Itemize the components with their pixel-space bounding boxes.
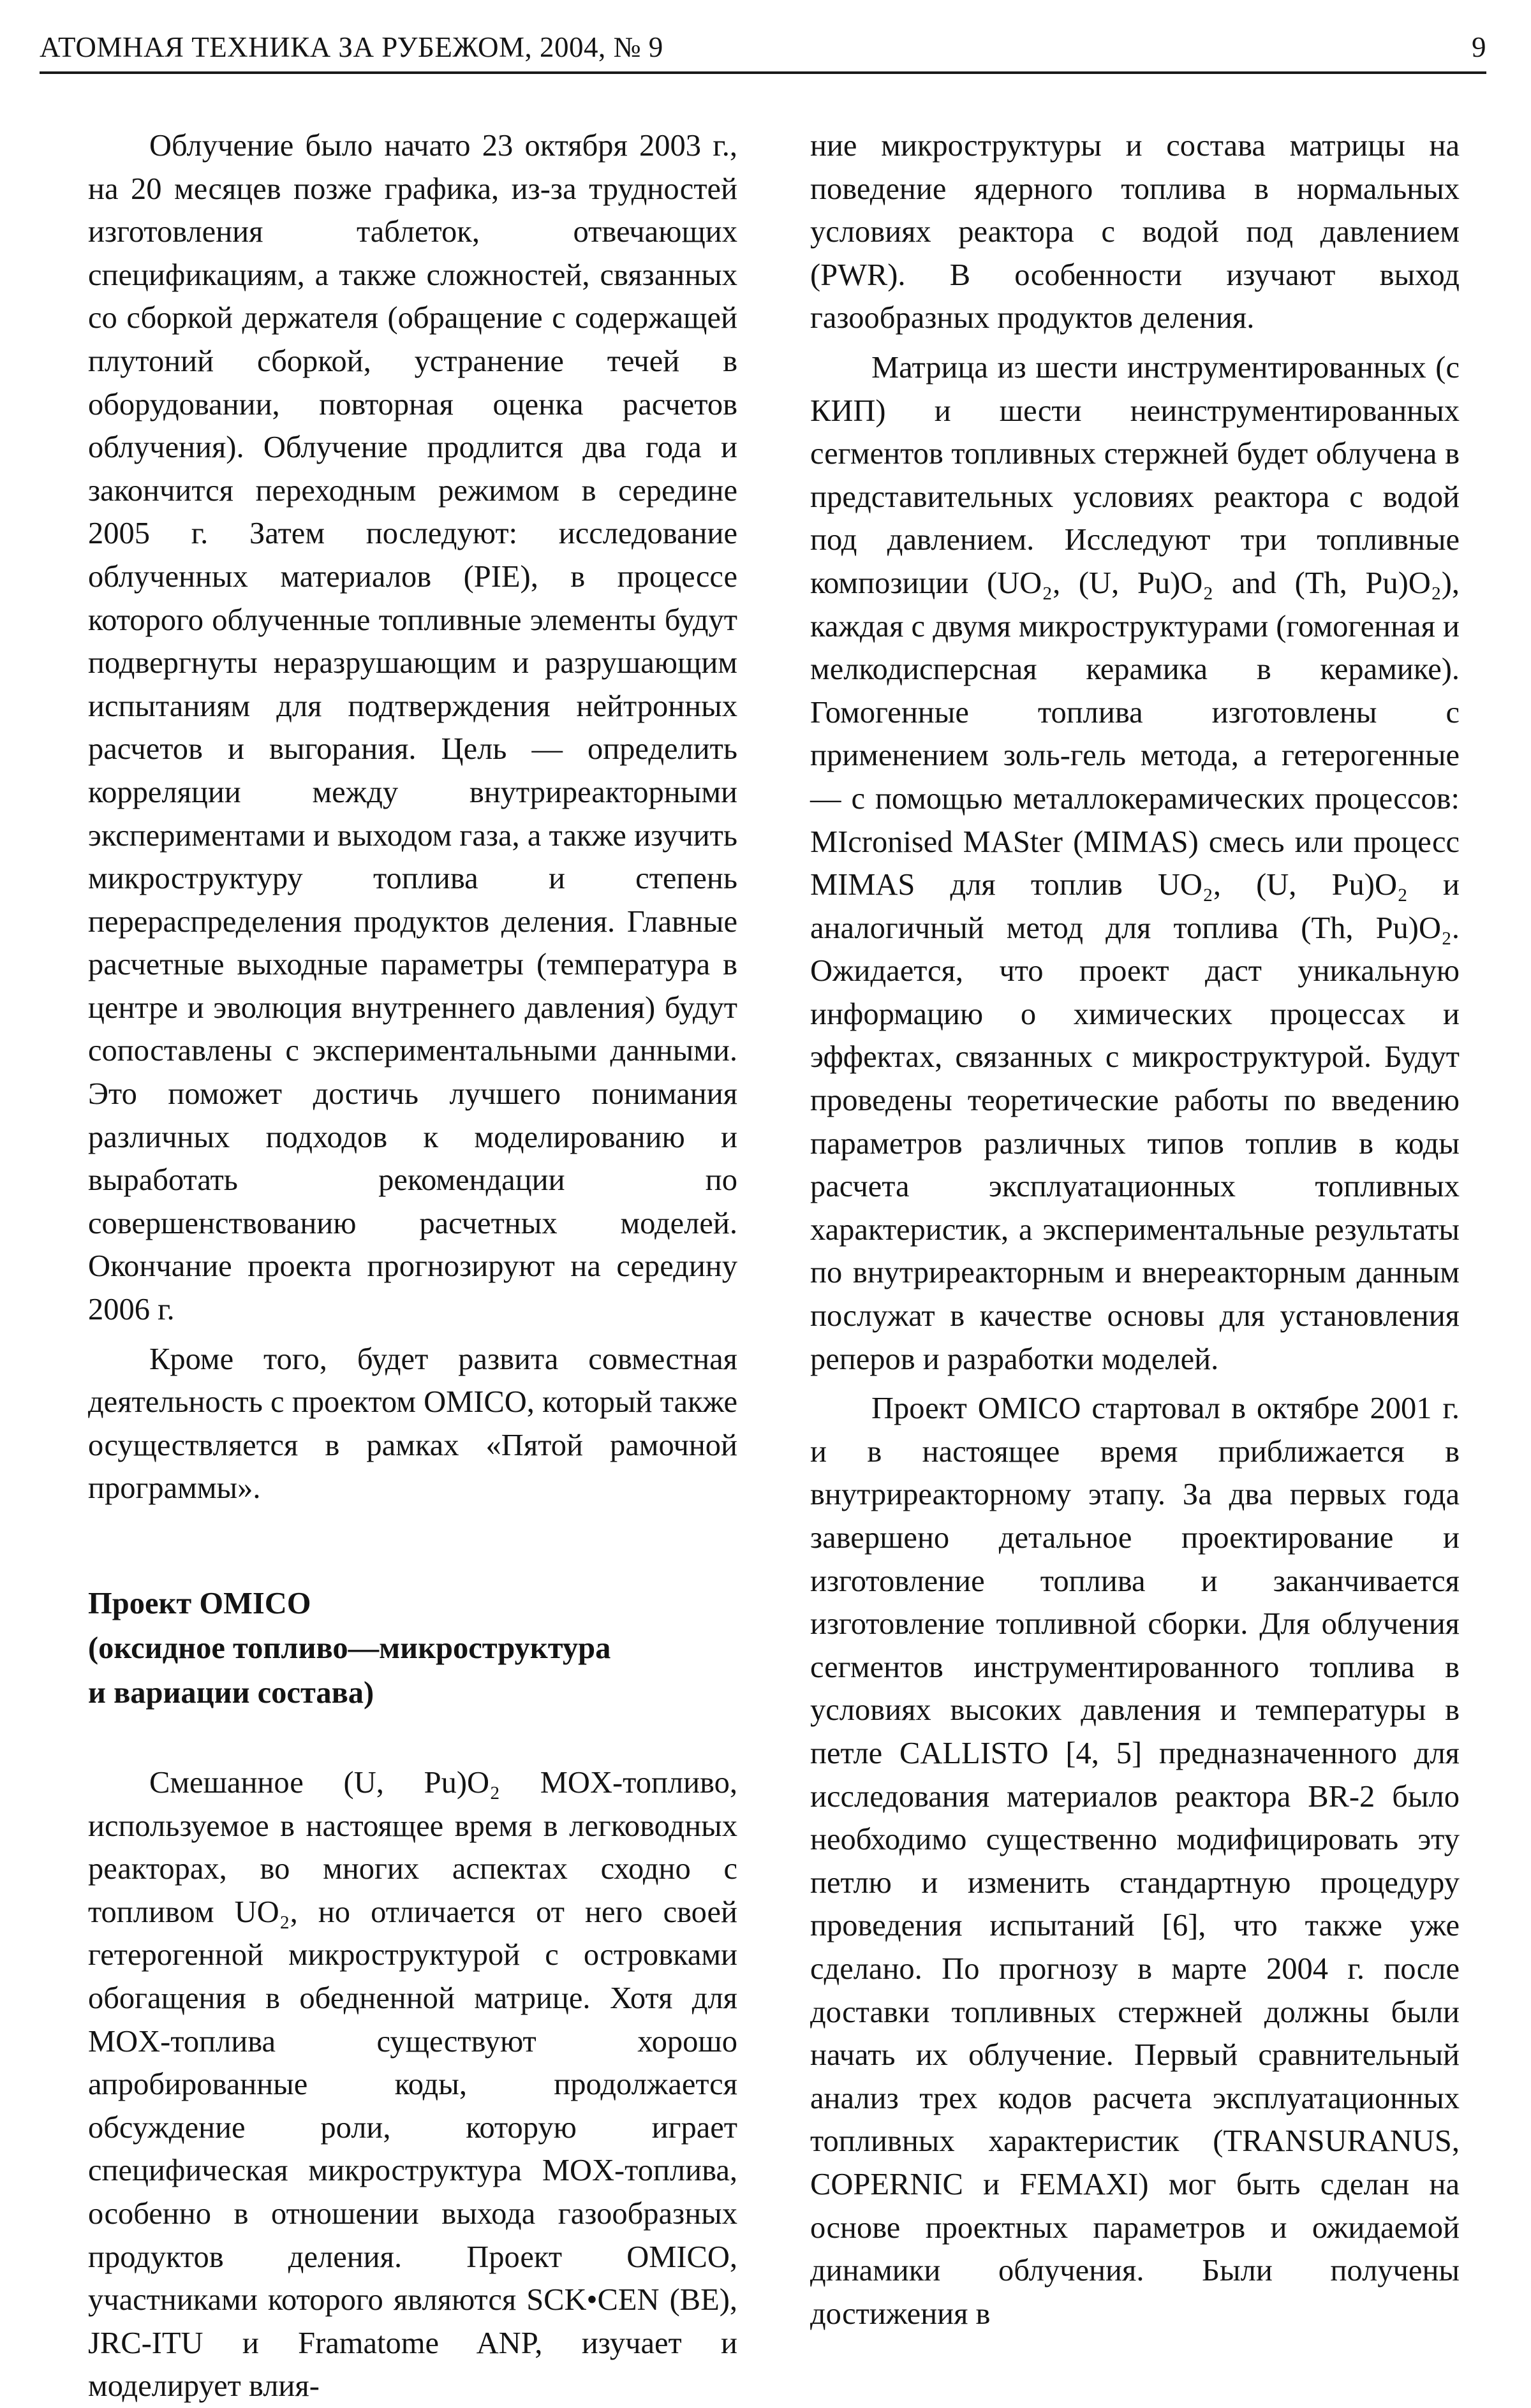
page-number: 9: [1472, 31, 1486, 63]
running-header: [40, 24, 1486, 70]
paragraph-omico-cooperation: Кроме того, будет развита совместная деятельность с проектом OMICO, который также осуществляется в рамках «Пятой рамочной программы».: [88, 1342, 737, 1506]
heading-line-2: (оксидное топливо—микроструктура: [88, 1631, 611, 1665]
journal-title: АТОМНАЯ ТЕХНИКА ЗА РУБЕЖОМ, 2004, № 9: [40, 31, 663, 63]
right-column: [810, 124, 1460, 2335]
section-heading-omico: [88, 1582, 737, 1715]
heading-line-3: и вариации состава): [88, 1676, 374, 1710]
paragraph-fuel-matrix: Матрица из шести инструментированных (с КИП) и шести неинструментированных сегментов топливных стержней будет облучена в представительных условиях реактора с водой под давлением. Исследуют три топливные композиции (UO₂, (U, Pu)O₂ and (Th, Pu)O₂), каждая с двумя микроструктурами (гомогенная и мелкодисперсная керамика в керамике). Гомогенные топлива изготовлены с применением золь-гель метода, а гетерогенные — с помощью металлокерамических процессов: MIcronised MASter (MIMAS) смесь или процесс MIMAS для топлив UO₂, (U, Pu)O₂ и аналогичный метод для топлива (Th, Pu)O₂. Ожидается, что проект даст уникальную информацию о химических процессах и эффектах, связанных с микроструктурой. Будут проведены теоретические работы по введению параметров различных типов топлив в коды расчета эксплуатационных топливных характеристик, а экспериментальные результаты по внутриреакторным и внереакторным данным послужат в качестве основы для установления реперов и разработки моделей.: [810, 350, 1460, 1376]
header-rule: [40, 71, 1486, 74]
paragraph-mox-fuel: Смешанное (U, Pu)O₂ MOX-топливо, используемое в настоящее время в легководных реакторах, во многих аспектах сходно с топливом UO₂, но отличается от него своей гетерогенной микроструктурой с островками обогащения в обедненной матрице. Хотя для MOX-топлива существуют хорошо апробированные коды, продолжается обсуждение роли, которую играет специфическая микроструктура MOX-топлива, особенно в отношении выхода газообразных продуктов деления. Проект OMICO, участниками которого являются SCK•CEN (BE), JRC-ITU и Framatome ANP, изучает и моделирует влия-: [88, 1766, 737, 2404]
paragraph-omico-status: Проект OMICO стартовал в октябре 2001 г. и в настоящее время приближается в внутриреакторному этапу. За два первых года завершено детальное проектирование и изготовление топлива и заканчивается изготовление топливной сборки. Для облучения сегментов инструментированного топлива в условиях высоких давления и температуры в петле CALLISTO [4, 5] предназначенного для исследования материалов реактора BR-2 было необходимо существенно модифицировать эту петлю и изменить стандартную процедуру проведения испытаний [6], что также уже сделано. По прогнозу в марте 2004 г. после доставки топливных стержней должны были начать их облучение. Первый сравнительный анализ трех кодов расчета эксплуатационных топливных характеристик (TRANSURANUS, COPERNIC и FEMAXI) мог быть сделан на основе проектных параметров и ожидаемой динамики облучения. Были получены достижения в: [810, 1391, 1460, 2331]
paragraph-continued: ние микроструктуры и состава матрицы на поведение ядерного топлива в нормальных условиях реактора с водой под давлением (PWR). В особенности изучают выход газообразных продуктов деления.: [810, 129, 1460, 335]
heading-line-1: Проект OMICO: [88, 1587, 311, 1620]
paragraph-irradiation-start: Облучение было начато 23 октября 2003 г., на 20 месяцев позже графика, из-за трудностей изготовления таблеток, отвечающих спецификациям, а также сложностей, связанных со сборкой держателя (обращение с содержащей плутоний сборкой, устранение течей в оборудовании, повторная оценка расчетов облучения). Облучение продлится два года и закончится переходным режимом в середине 2005 г. Затем последуют: исследование облученных материалов (PIE), в процессе которого облученные топливные элементы будут подвергнуты неразрушающим и разрушающим испытаниям для подтверждения нейтронных расчетов и выгорания. Цель — определить корреляции между внутриреакторными экспериментами и выходом газа, а также изучить микроструктуру топлива и степень перераспределения продуктов деления. Главные расчетные выходные параметры (температура в центре и эволюция внутреннего давления) будут сопоставлены с экспериментальными данными. Это поможет достичь лучшего понимания различных подходов к моделированию и выработать рекомендации по совершенствованию расчетных моделей. Окончание проекта прогнозируют на середину 2006 г.: [88, 129, 737, 1327]
left-column: [88, 124, 737, 2408]
